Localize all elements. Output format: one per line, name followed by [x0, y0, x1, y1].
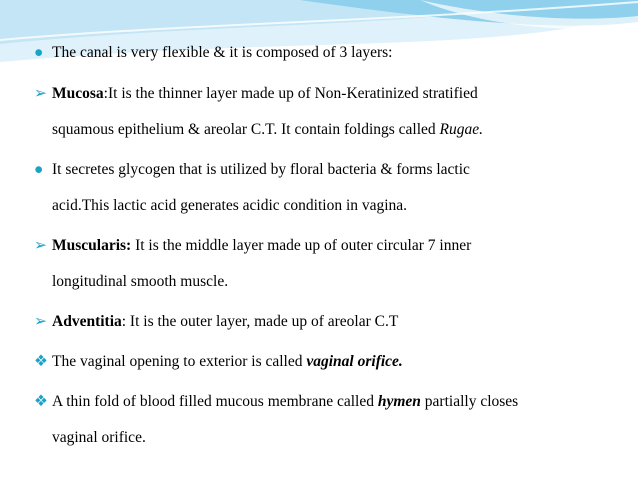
item-text: It is the thinner layer made up of Non-Keratinized stratified: [107, 85, 478, 102]
bullet-item-mucosa: [34, 76, 594, 148]
item-text-cont: vaginal orifice.: [52, 429, 146, 446]
slide-body: [34, 40, 594, 456]
term-vaginal-orifice: vaginal orifice.: [306, 353, 403, 370]
item-text: It secretes glycogen that is utilized by floral bacteria & forms lactic: [52, 161, 470, 178]
item-text-cont: longitudinal smooth muscle.: [52, 273, 229, 290]
item-text-cont: squamous epithelium & areolar C.T. It contain foldings called: [52, 121, 440, 138]
bullet-item-hymen: [34, 384, 594, 456]
diamond-bullet-icon: ❖: [34, 353, 48, 370]
term-hymen: hymen: [377, 393, 421, 410]
item-text: The canal is very flexible & it is composed of 3 layers:: [52, 44, 393, 61]
arrow-bullet-icon: ➢: [34, 85, 47, 102]
diamond-bullet-icon: ❖: [34, 393, 48, 410]
term-mucosa: Mucosa: [52, 85, 104, 102]
bullet-item-muscularis: [34, 228, 594, 300]
separator: :: [103, 85, 108, 102]
bullet-item-adventitia: [34, 304, 594, 340]
item-text: The vaginal opening to exterior is called: [52, 353, 307, 370]
circle-bullet-icon: ●: [34, 44, 44, 61]
arrow-bullet-icon: ➢: [34, 313, 47, 330]
item-text: It is the middle layer made up of outer circular 7 inner: [131, 237, 472, 254]
term-muscularis: Muscularis:: [52, 237, 132, 254]
arrow-bullet-icon: ➢: [34, 237, 47, 254]
item-text-cont: acid.This lactic acid generates acidic condition in vagina.: [52, 197, 408, 214]
item-text: : It is the outer layer, made up of areolar C.T: [121, 313, 399, 330]
term-rugae: Rugae.: [439, 121, 484, 138]
bullet-item-1: [34, 40, 594, 66]
item-text: A thin fold of blood filled mucous membrane called: [52, 393, 378, 410]
bullet-item-orifice: [34, 344, 594, 380]
bullet-item-glycogen: [34, 152, 594, 224]
circle-bullet-icon: ●: [34, 161, 44, 178]
term-adventitia: Adventitia: [52, 313, 122, 330]
item-text-after: partially closes: [420, 393, 519, 410]
